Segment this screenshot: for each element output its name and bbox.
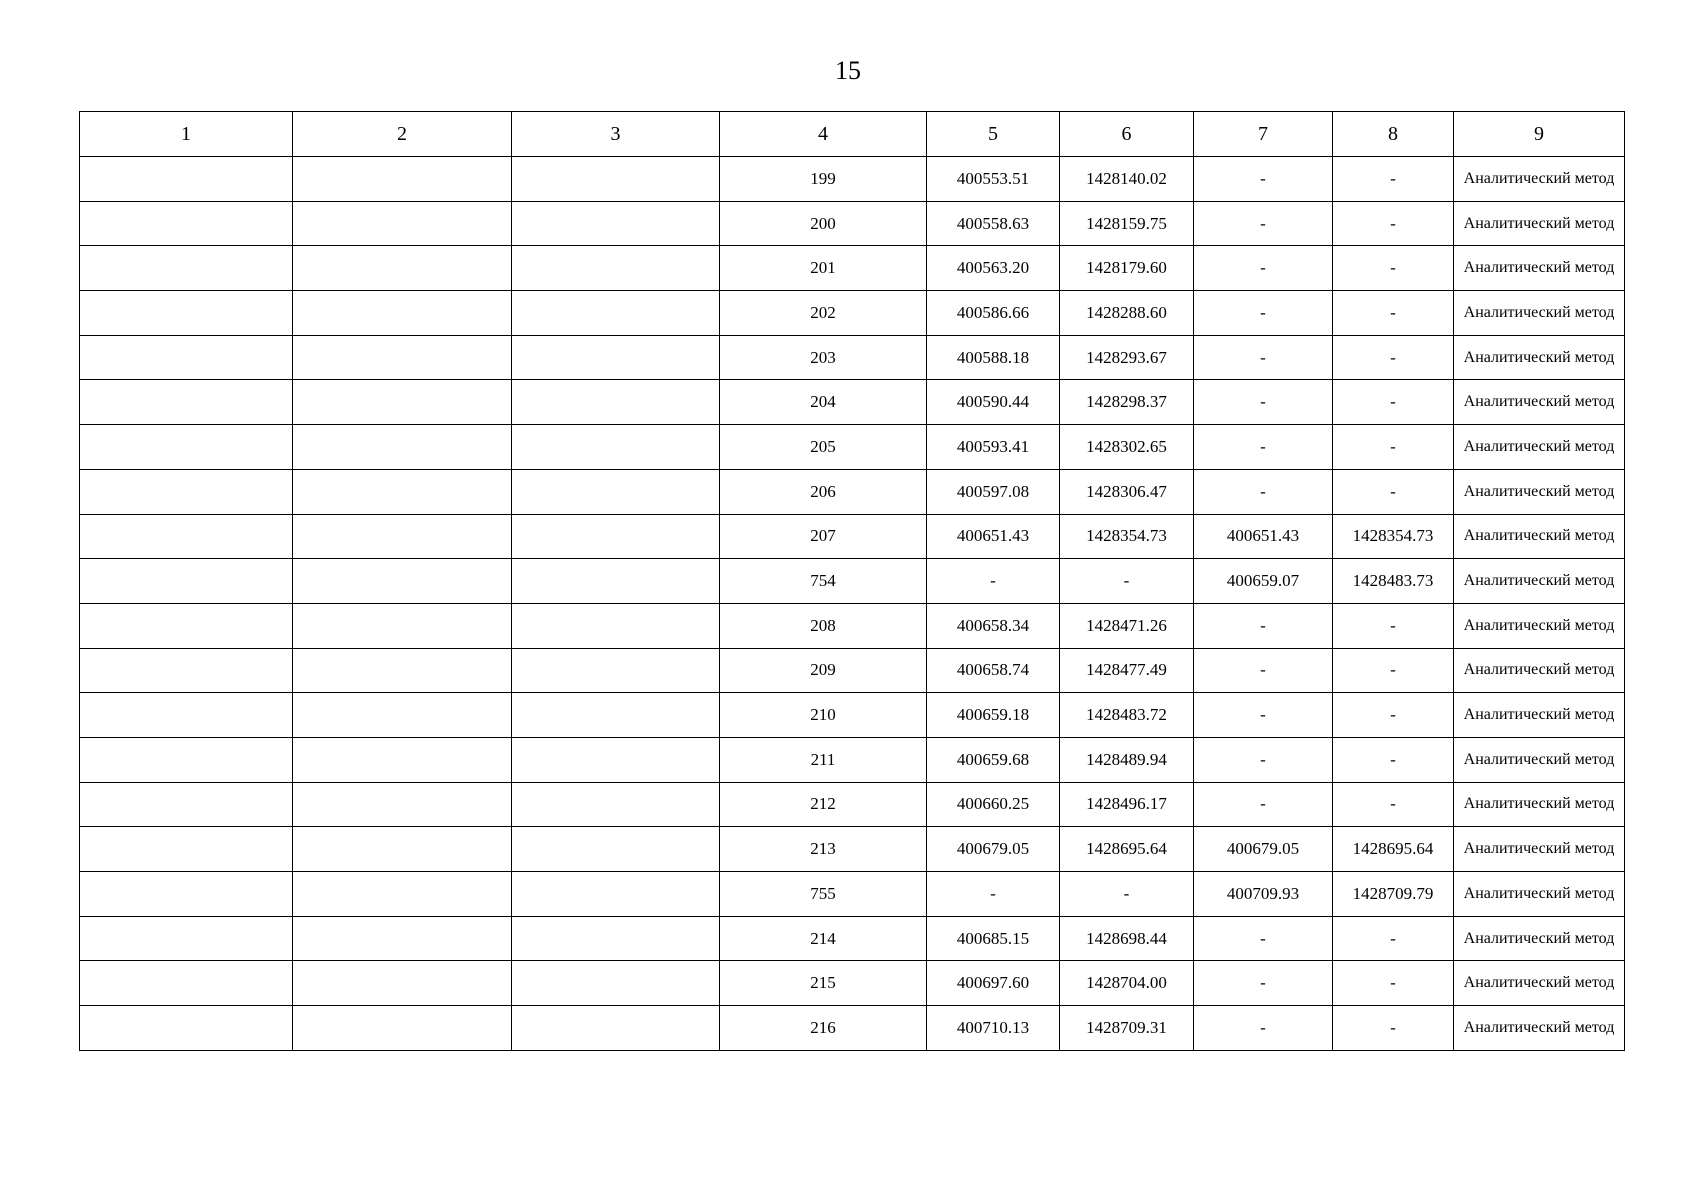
table-cell-col-2 bbox=[293, 782, 512, 827]
table-cell-col-3 bbox=[512, 782, 720, 827]
table-row bbox=[80, 961, 1625, 1006]
table-cell-col-5: 400588.18 bbox=[927, 335, 1060, 380]
coordinates-table bbox=[79, 111, 1625, 1051]
table-cell-col-7: - bbox=[1194, 916, 1333, 961]
table-cell-col-2 bbox=[293, 469, 512, 514]
table-cell-col-4: 755 bbox=[720, 872, 927, 917]
table-cell-col-1 bbox=[80, 648, 293, 693]
table-cell-col-5: 400593.41 bbox=[927, 425, 1060, 470]
table-cell-col-8: - bbox=[1333, 782, 1454, 827]
table-cell-col-2 bbox=[293, 1006, 512, 1051]
table-cell-col-1 bbox=[80, 380, 293, 425]
table-cell-col-6: 1428489.94 bbox=[1060, 737, 1194, 782]
table-cell-col-4: 213 bbox=[720, 827, 927, 872]
table-cell-col-8: 1428709.79 bbox=[1333, 872, 1454, 917]
table-cell-col-9: Аналитический метод bbox=[1454, 380, 1625, 425]
table-row bbox=[80, 916, 1625, 961]
table-cell-col-1 bbox=[80, 827, 293, 872]
table-cell-col-2 bbox=[293, 425, 512, 470]
table-cell-col-1 bbox=[80, 961, 293, 1006]
table-cell-col-3 bbox=[512, 201, 720, 246]
table-cell-col-7: - bbox=[1194, 603, 1333, 648]
table-cell-col-1 bbox=[80, 157, 293, 202]
table-cell-col-9: Аналитический метод bbox=[1454, 559, 1625, 604]
table-cell-col-5: 400597.08 bbox=[927, 469, 1060, 514]
table-cell-col-7: - bbox=[1194, 469, 1333, 514]
table-cell-col-7: - bbox=[1194, 425, 1333, 470]
table-cell-col-5: 400586.66 bbox=[927, 291, 1060, 336]
table-cell-col-5: 400651.43 bbox=[927, 514, 1060, 559]
table-cell-col-1 bbox=[80, 1006, 293, 1051]
table-cell-col-2 bbox=[293, 603, 512, 648]
table-row bbox=[80, 157, 1625, 202]
table-cell-col-7: - bbox=[1194, 1006, 1333, 1051]
table-cell-col-5: 400710.13 bbox=[927, 1006, 1060, 1051]
table-cell-col-9: Аналитический метод bbox=[1454, 827, 1625, 872]
table-cell-col-8: - bbox=[1333, 425, 1454, 470]
table-cell-col-2 bbox=[293, 648, 512, 693]
table-cell-col-9: Аналитический метод bbox=[1454, 157, 1625, 202]
table-cell-col-8: - bbox=[1333, 380, 1454, 425]
table-cell-col-3 bbox=[512, 469, 720, 514]
table-row bbox=[80, 782, 1625, 827]
table-cell-col-9: Аналитический метод bbox=[1454, 916, 1625, 961]
table-cell-col-4: 209 bbox=[720, 648, 927, 693]
table-cell-col-7: 400659.07 bbox=[1194, 559, 1333, 604]
table-cell-col-8: - bbox=[1333, 603, 1454, 648]
table-cell-col-2 bbox=[293, 872, 512, 917]
column-header: 1 bbox=[80, 112, 293, 157]
table-cell-col-2 bbox=[293, 246, 512, 291]
table-cell-col-4: 216 bbox=[720, 1006, 927, 1051]
table-cell-col-1 bbox=[80, 737, 293, 782]
table-cell-col-4: 202 bbox=[720, 291, 927, 336]
table-cell-col-6: 1428159.75 bbox=[1060, 201, 1194, 246]
table-cell-col-8: - bbox=[1333, 737, 1454, 782]
table-cell-col-9: Аналитический метод bbox=[1454, 514, 1625, 559]
table-cell-col-7: - bbox=[1194, 157, 1333, 202]
table-cell-col-4: 754 bbox=[720, 559, 927, 604]
table-cell-col-2 bbox=[293, 916, 512, 961]
column-header: 9 bbox=[1454, 112, 1625, 157]
table-cell-col-3 bbox=[512, 603, 720, 648]
table-cell-col-1 bbox=[80, 201, 293, 246]
table-cell-col-9: Аналитический метод bbox=[1454, 201, 1625, 246]
table-cell-col-9: Аналитический метод bbox=[1454, 737, 1625, 782]
table-cell-col-3 bbox=[512, 737, 720, 782]
table-cell-col-6: 1428306.47 bbox=[1060, 469, 1194, 514]
table-cell-col-8: - bbox=[1333, 693, 1454, 738]
table-cell-col-8: - bbox=[1333, 157, 1454, 202]
table-cell-col-3 bbox=[512, 827, 720, 872]
table-row bbox=[80, 514, 1625, 559]
table-cell-col-4: 211 bbox=[720, 737, 927, 782]
table-cell-col-6: - bbox=[1060, 872, 1194, 917]
table-cell-col-4: 214 bbox=[720, 916, 927, 961]
table-cell-col-1 bbox=[80, 603, 293, 648]
table-cell-col-7: - bbox=[1194, 782, 1333, 827]
table-cell-col-1 bbox=[80, 916, 293, 961]
table-row bbox=[80, 469, 1625, 514]
table-cell-col-7: 400709.93 bbox=[1194, 872, 1333, 917]
table-cell-col-6: 1428698.44 bbox=[1060, 916, 1194, 961]
table-cell-col-3 bbox=[512, 1006, 720, 1051]
column-header: 6 bbox=[1060, 112, 1194, 157]
column-header: 4 bbox=[720, 112, 927, 157]
header-row bbox=[80, 112, 1625, 157]
table-cell-col-6: 1428293.67 bbox=[1060, 335, 1194, 380]
table-cell-col-6: - bbox=[1060, 559, 1194, 604]
table-cell-col-8: - bbox=[1333, 291, 1454, 336]
table-cell-col-5: 400553.51 bbox=[927, 157, 1060, 202]
table-cell-col-2 bbox=[293, 693, 512, 738]
table-cell-col-6: 1428477.49 bbox=[1060, 648, 1194, 693]
table-cell-col-9: Аналитический метод bbox=[1454, 246, 1625, 291]
table-cell-col-1 bbox=[80, 291, 293, 336]
table-row bbox=[80, 603, 1625, 648]
table-cell-col-2 bbox=[293, 380, 512, 425]
table-cell-col-5: 400697.60 bbox=[927, 961, 1060, 1006]
table-cell-col-5: 400590.44 bbox=[927, 380, 1060, 425]
table-cell-col-1 bbox=[80, 425, 293, 470]
table-cell-col-2 bbox=[293, 157, 512, 202]
table-cell-col-6: 1428179.60 bbox=[1060, 246, 1194, 291]
column-header: 7 bbox=[1194, 112, 1333, 157]
table-cell-col-8: - bbox=[1333, 961, 1454, 1006]
table-cell-col-5: 400659.18 bbox=[927, 693, 1060, 738]
table-row bbox=[80, 201, 1625, 246]
table-cell-col-9: Аналитический метод bbox=[1454, 872, 1625, 917]
table-cell-col-6: 1428288.60 bbox=[1060, 291, 1194, 336]
table-cell-col-3 bbox=[512, 514, 720, 559]
table-row bbox=[80, 693, 1625, 738]
table-cell-col-7: 400679.05 bbox=[1194, 827, 1333, 872]
table-cell-col-9: Аналитический метод bbox=[1454, 782, 1625, 827]
table-cell-col-1 bbox=[80, 782, 293, 827]
table-cell-col-1 bbox=[80, 559, 293, 604]
table-row bbox=[80, 335, 1625, 380]
table-cell-col-3 bbox=[512, 872, 720, 917]
table-cell-col-2 bbox=[293, 559, 512, 604]
table-cell-col-8: - bbox=[1333, 201, 1454, 246]
table-cell-col-6: 1428709.31 bbox=[1060, 1006, 1194, 1051]
table-cell-col-8: - bbox=[1333, 1006, 1454, 1051]
table-cell-col-2 bbox=[293, 291, 512, 336]
table-cell-col-4: 208 bbox=[720, 603, 927, 648]
table-cell-col-4: 201 bbox=[720, 246, 927, 291]
table-cell-col-5: - bbox=[927, 559, 1060, 604]
table-row bbox=[80, 872, 1625, 917]
table-row bbox=[80, 559, 1625, 604]
table-cell-col-8: - bbox=[1333, 916, 1454, 961]
table-cell-col-7: - bbox=[1194, 246, 1333, 291]
table-cell-col-4: 210 bbox=[720, 693, 927, 738]
table-cell-col-4: 204 bbox=[720, 380, 927, 425]
table-cell-col-9: Аналитический метод bbox=[1454, 1006, 1625, 1051]
table-cell-col-3 bbox=[512, 380, 720, 425]
table-cell-col-8: 1428695.64 bbox=[1333, 827, 1454, 872]
table-cell-col-4: 212 bbox=[720, 782, 927, 827]
table-cell-col-3 bbox=[512, 648, 720, 693]
table-row bbox=[80, 246, 1625, 291]
table-cell-col-4: 205 bbox=[720, 425, 927, 470]
table-row bbox=[80, 648, 1625, 693]
table-cell-col-4: 203 bbox=[720, 335, 927, 380]
table-row bbox=[80, 291, 1625, 336]
table-cell-col-7: - bbox=[1194, 693, 1333, 738]
table-cell-col-9: Аналитический метод bbox=[1454, 425, 1625, 470]
table-cell-col-9: Аналитический метод bbox=[1454, 961, 1625, 1006]
table-cell-col-9: Аналитический метод bbox=[1454, 693, 1625, 738]
table-cell-col-3 bbox=[512, 425, 720, 470]
table-cell-col-3 bbox=[512, 335, 720, 380]
table-cell-col-2 bbox=[293, 201, 512, 246]
table-cell-col-6: 1428354.73 bbox=[1060, 514, 1194, 559]
table-cell-col-8: - bbox=[1333, 469, 1454, 514]
table-cell-col-5: 400558.63 bbox=[927, 201, 1060, 246]
table-cell-col-5: 400659.68 bbox=[927, 737, 1060, 782]
column-header: 3 bbox=[512, 112, 720, 157]
table-cell-col-5: 400658.74 bbox=[927, 648, 1060, 693]
column-header: 2 bbox=[293, 112, 512, 157]
table-cell-col-5: 400679.05 bbox=[927, 827, 1060, 872]
table-cell-col-9: Аналитический метод bbox=[1454, 291, 1625, 336]
table-cell-col-3 bbox=[512, 157, 720, 202]
table-cell-col-7: - bbox=[1194, 380, 1333, 425]
table-cell-col-3 bbox=[512, 693, 720, 738]
table-cell-col-8: - bbox=[1333, 648, 1454, 693]
table-cell-col-9: Аналитический метод bbox=[1454, 603, 1625, 648]
column-header: 8 bbox=[1333, 112, 1454, 157]
table-cell-col-7: - bbox=[1194, 335, 1333, 380]
table-cell-col-8: 1428354.73 bbox=[1333, 514, 1454, 559]
page-number: 15 bbox=[835, 56, 861, 85]
table-cell-col-4: 200 bbox=[720, 201, 927, 246]
table-body bbox=[80, 157, 1625, 1051]
table-cell-col-3 bbox=[512, 961, 720, 1006]
table-row bbox=[80, 737, 1625, 782]
table-cell-col-6: 1428496.17 bbox=[1060, 782, 1194, 827]
table-row bbox=[80, 380, 1625, 425]
table-cell-col-6: 1428483.72 bbox=[1060, 693, 1194, 738]
table-cell-col-6: 1428471.26 bbox=[1060, 603, 1194, 648]
table-cell-col-2 bbox=[293, 335, 512, 380]
table-cell-col-9: Аналитический метод bbox=[1454, 648, 1625, 693]
table-cell-col-3 bbox=[512, 559, 720, 604]
table-cell-col-5: 400660.25 bbox=[927, 782, 1060, 827]
table-cell-col-1 bbox=[80, 335, 293, 380]
table-cell-col-9: Аналитический метод bbox=[1454, 469, 1625, 514]
table-cell-col-8: 1428483.73 bbox=[1333, 559, 1454, 604]
table-cell-col-3 bbox=[512, 291, 720, 336]
table-cell-col-7: 400651.43 bbox=[1194, 514, 1333, 559]
table-cell-col-8: - bbox=[1333, 335, 1454, 380]
table-cell-col-8: - bbox=[1333, 246, 1454, 291]
table-cell-col-5: 400685.15 bbox=[927, 916, 1060, 961]
table-cell-col-4: 199 bbox=[720, 157, 927, 202]
table-cell-col-6: 1428140.02 bbox=[1060, 157, 1194, 202]
table-cell-col-3 bbox=[512, 246, 720, 291]
table-cell-col-1 bbox=[80, 246, 293, 291]
table-cell-col-5: 400658.34 bbox=[927, 603, 1060, 648]
table-cell-col-5: 400563.20 bbox=[927, 246, 1060, 291]
table-cell-col-1 bbox=[80, 469, 293, 514]
table-cell-col-7: - bbox=[1194, 737, 1333, 782]
table-cell-col-6: 1428695.64 bbox=[1060, 827, 1194, 872]
table-cell-col-2 bbox=[293, 737, 512, 782]
table-cell-col-2 bbox=[293, 514, 512, 559]
table-cell-col-2 bbox=[293, 961, 512, 1006]
table-cell-col-1 bbox=[80, 693, 293, 738]
table-cell-col-1 bbox=[80, 872, 293, 917]
table-row bbox=[80, 827, 1625, 872]
table-cell-col-4: 215 bbox=[720, 961, 927, 1006]
table-cell-col-7: - bbox=[1194, 961, 1333, 1006]
table-cell-col-3 bbox=[512, 916, 720, 961]
table-cell-col-6: 1428302.65 bbox=[1060, 425, 1194, 470]
column-header: 5 bbox=[927, 112, 1060, 157]
table-row bbox=[80, 425, 1625, 470]
table-cell-col-4: 206 bbox=[720, 469, 927, 514]
table-row bbox=[80, 1006, 1625, 1051]
table-cell-col-4: 207 bbox=[720, 514, 927, 559]
table-cell-col-2 bbox=[293, 827, 512, 872]
table-cell-col-6: 1428704.00 bbox=[1060, 961, 1194, 1006]
table-cell-col-7: - bbox=[1194, 291, 1333, 336]
table-cell-col-6: 1428298.37 bbox=[1060, 380, 1194, 425]
table-cell-col-7: - bbox=[1194, 648, 1333, 693]
table-cell-col-5: - bbox=[927, 872, 1060, 917]
table-cell-col-9: Аналитический метод bbox=[1454, 335, 1625, 380]
table-cell-col-1 bbox=[80, 514, 293, 559]
table-cell-col-7: - bbox=[1194, 201, 1333, 246]
